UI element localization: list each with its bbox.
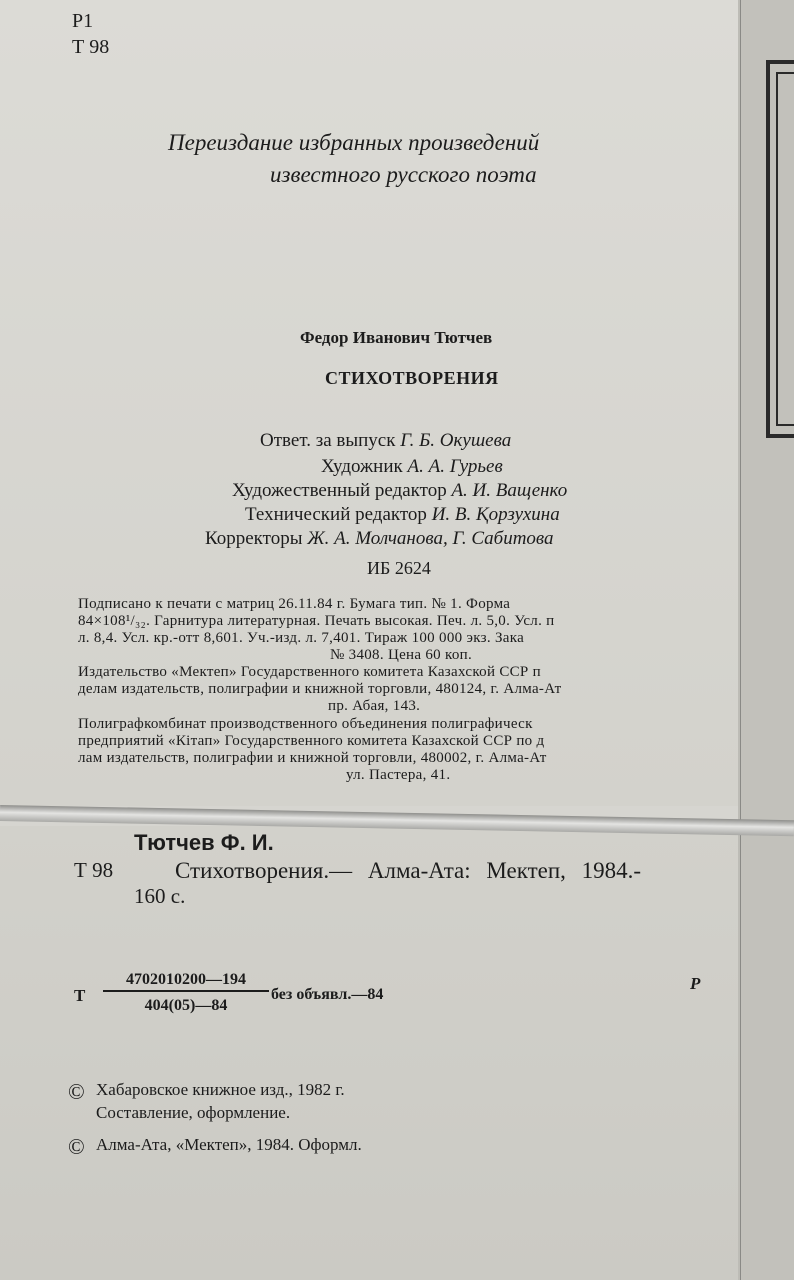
print-line: 84×108¹/₃₂. Гарнитура литературная. Печать высокая. Печ. л. 5,0. Усл. п	[78, 613, 555, 629]
book-title: СТИХОТВОРЕНИЯ	[325, 368, 499, 388]
fraction-tail: без объявл.—84	[271, 986, 384, 1003]
shelf-code: Т 98	[72, 36, 110, 58]
credit-line: Ответ. за выпуск Г. Б. Окушева	[260, 430, 512, 451]
print-line: Подписано к печати с матриц 26.11.84 г. Бумага тип. № 1. Форма	[78, 596, 511, 612]
printer-line: ул. Пастера, 41.	[346, 767, 451, 783]
printer-line: лам издательств, полиграфии и книжной торговли, 480002, г. Алма-Ат	[78, 750, 547, 766]
credit-line: Художественный редактор А. И. Ващенко	[232, 480, 568, 501]
publisher-line: делам издательств, полиграфии и книжной торговли, 480124, г. Алма-Ат	[78, 681, 562, 697]
margin-letter: Р	[690, 974, 701, 993]
copyright-icon: ©	[68, 1134, 85, 1159]
class-code: Р1	[72, 10, 94, 32]
printer-line: Полиграфкомбинат производственного объединения полиграфическ	[78, 716, 533, 732]
ib-number: ИБ 2624	[367, 558, 431, 578]
copyright2: Алма-Ата, «Мектеп», 1984. Оформл.	[96, 1135, 362, 1154]
credit-line: Художник А. А. Гурьев	[321, 456, 503, 477]
copyright1-line1: Хабаровское книжное изд., 1982 г.	[96, 1080, 345, 1099]
publisher-line: пр. Абая, 143.	[328, 698, 421, 714]
index-letter: Т	[74, 986, 86, 1005]
printer-line: предприятий «Кітап» Государственного комитета Казахской ССР по д	[78, 733, 545, 749]
card-pages: 160 с.	[134, 884, 186, 908]
annotation-line-2: известного русского поэта	[270, 162, 537, 187]
credit-line: Технический редактор И. В. Қорзухина	[245, 504, 560, 525]
publisher-line: Издательство «Мектеп» Государственного комитета Казахской ССР п	[78, 664, 541, 680]
publisher-details	[78, 664, 730, 715]
annotation-line-1: Переиздание избранных произведений	[168, 130, 540, 155]
printer-details	[78, 716, 730, 784]
card-shelf-code: Т 98	[74, 858, 114, 882]
credit-line: Корректоры Ж. А. Молчанова, Г. Сабитова	[205, 528, 554, 549]
adjacent-page-frame	[766, 60, 794, 438]
catalog-card	[0, 826, 738, 1280]
print-line: № 3408. Цена 60 коп.	[330, 647, 473, 663]
copyright-icon: ©	[68, 1079, 85, 1104]
print-line: л. 8,4. Усл. кр.-отт 8,601. Уч.-изд. л. 7,401. Тираж 100 000 экз. Зака	[78, 630, 525, 646]
print-details	[78, 596, 730, 664]
author-name: Федор Иванович Тютчев	[300, 328, 493, 347]
card-heading: Тютчев Ф. И.	[134, 830, 274, 855]
fraction-top: 4702010200—194	[103, 971, 269, 992]
card-description: Стихотворения.— Алма-Ата: Мектеп, 1984.-	[175, 858, 642, 883]
copyright1-line2: Составление, оформление.	[96, 1103, 291, 1122]
fraction-bottom: 404(05)—84	[144, 997, 228, 1014]
